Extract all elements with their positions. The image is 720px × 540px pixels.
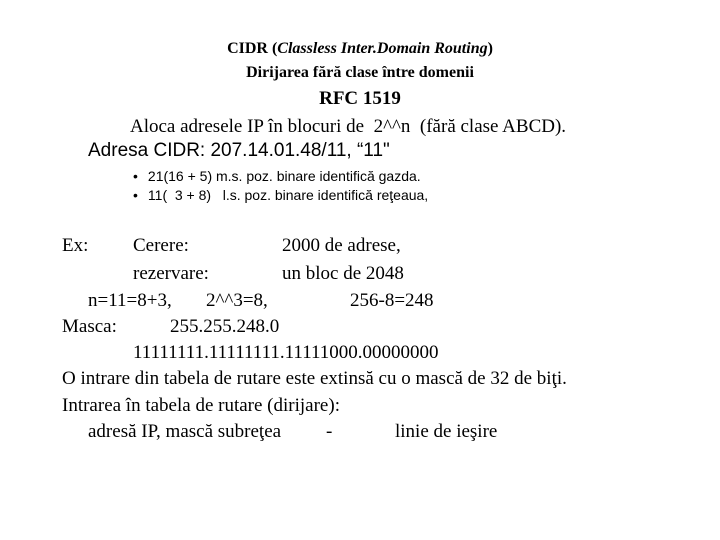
bullet-icon: • xyxy=(133,168,138,184)
calc-diff: 256-8=248 xyxy=(350,290,434,311)
rfc-heading: RFC 1519 xyxy=(319,88,401,109)
page-title xyxy=(0,40,720,58)
bullet-icon: • xyxy=(133,187,138,203)
calc-power: 2^^3=8, xyxy=(206,290,268,311)
mask-value: 255.255.248.0 xyxy=(170,316,280,337)
entry-output: linie de ieşire xyxy=(395,421,498,442)
title-prefix: CIDR ( xyxy=(227,40,278,57)
reservation-value: un bloc de 2048 xyxy=(282,263,404,284)
mask-label: Masca: xyxy=(62,316,117,337)
routing-table-text: Intrarea în tabela de rutare (dirijare): xyxy=(62,395,340,416)
allocation-text: Aloca adresele IP în blocuri de 2^^n (fără clase ABCD). xyxy=(130,116,567,137)
bullet-item xyxy=(133,187,428,203)
bullet-item xyxy=(133,168,421,184)
routing-entry-text: O intrare din tabela de rutare este extinsă cu o mască de 32 de biţi. xyxy=(62,368,567,389)
page-subtitle: Dirijarea fără clase între domenii xyxy=(246,64,474,81)
entry-dash: - xyxy=(326,421,333,442)
request-value: 2000 de adrese, xyxy=(282,235,401,256)
reservation-label: rezervare: xyxy=(133,263,209,284)
cidr-address-text: Adresa CIDR: 207.14.01.48/11, “11" xyxy=(88,140,390,161)
example-label: Ex: xyxy=(62,235,89,256)
title-italic: Classless Inter.Domain Routing xyxy=(277,40,488,57)
mask-binary: 11111111.11111111.11111000.00000000 xyxy=(133,342,439,363)
request-label: Cerere: xyxy=(133,235,189,256)
bullet-text: 11( 3 + 8) l.s. poz. binare identifică reţeaua, xyxy=(147,187,429,203)
title-suffix: ) xyxy=(487,40,493,57)
calc-n: n=11=8+3, xyxy=(88,290,172,311)
bullet-text: 21(16 + 5) m.s. poz. binare identifică gazda. xyxy=(147,168,421,184)
entry-fields: adresă IP, mască subreţea xyxy=(88,421,282,442)
